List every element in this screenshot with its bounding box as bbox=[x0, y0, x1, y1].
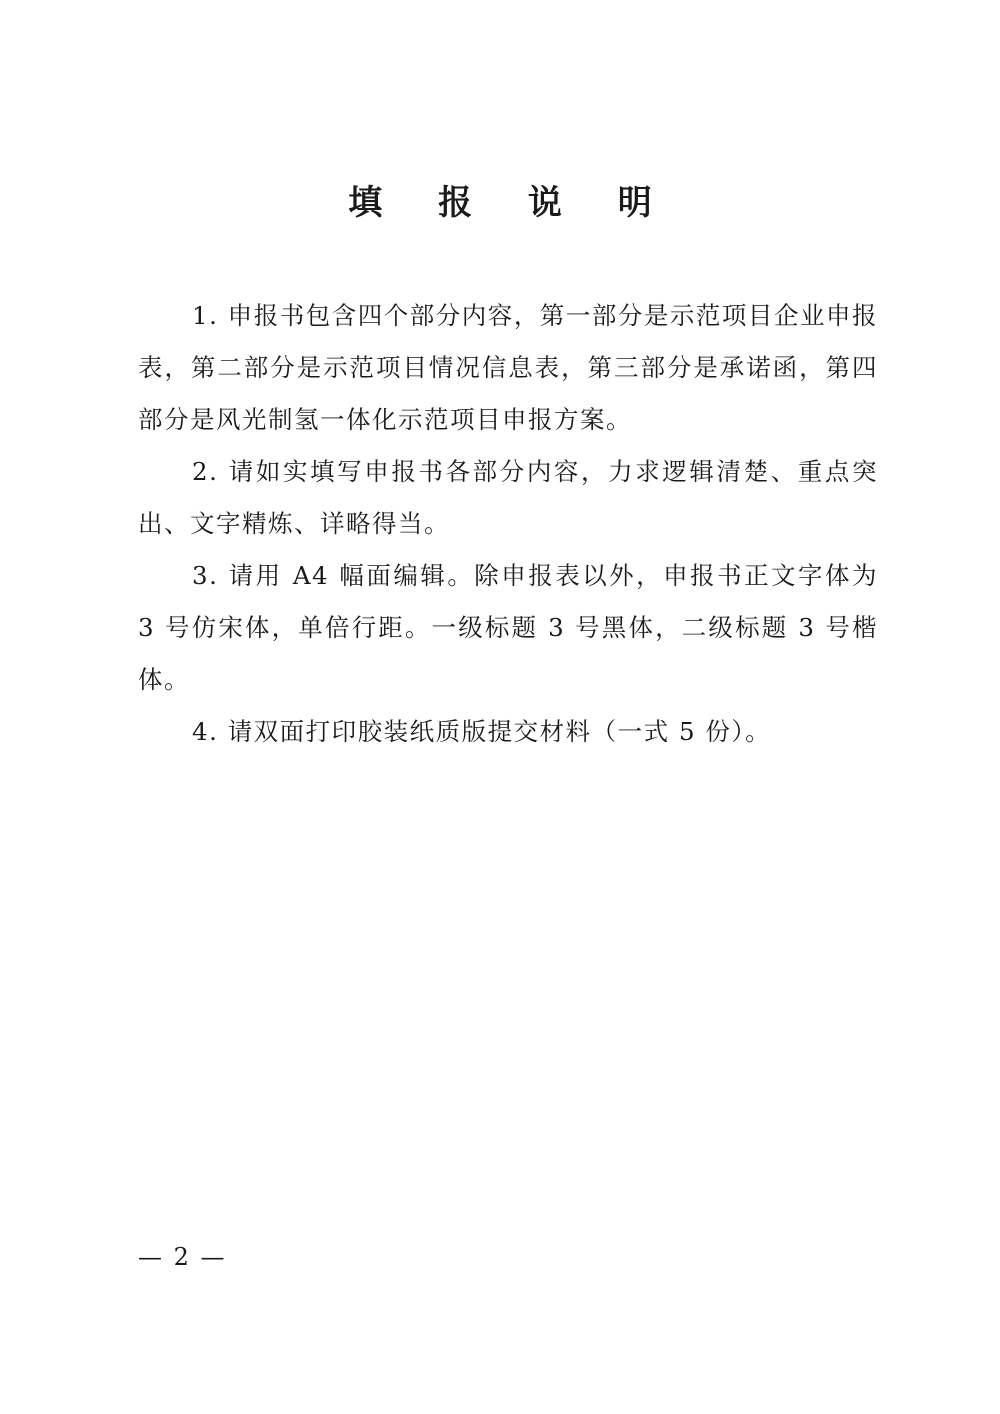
page-number: — 2 — bbox=[138, 1243, 227, 1271]
instruction-paragraph-4: 4. 请双面打印胶装纸质版提交材料（一式 5 份）。 bbox=[192, 717, 772, 746]
instruction-paragraph-1: 1. 申报书包含四个部分内容，第一部分是示范项目企业申报表，第二部分是示范项目情况信息表，第三部分是承诺函，第四部分是风光制氢一体化示范项目申报方案。 bbox=[138, 301, 878, 434]
instruction-paragraph-2: 2. 请如实填写申报书各部分内容，力求逻辑清楚、重点突出、文字精炼、详略得当。 bbox=[138, 457, 878, 538]
instruction-paragraph-3: 3. 请用 A4 幅面编辑。除申报表以外，申报书正文字体为 3 号仿宋体，单倍行距。一级标题 3 号黑体，二级标题 3 号楷体。 bbox=[138, 561, 878, 694]
instructions-body bbox=[138, 290, 878, 758]
page-title: 填 报 说 明 bbox=[348, 183, 674, 223]
